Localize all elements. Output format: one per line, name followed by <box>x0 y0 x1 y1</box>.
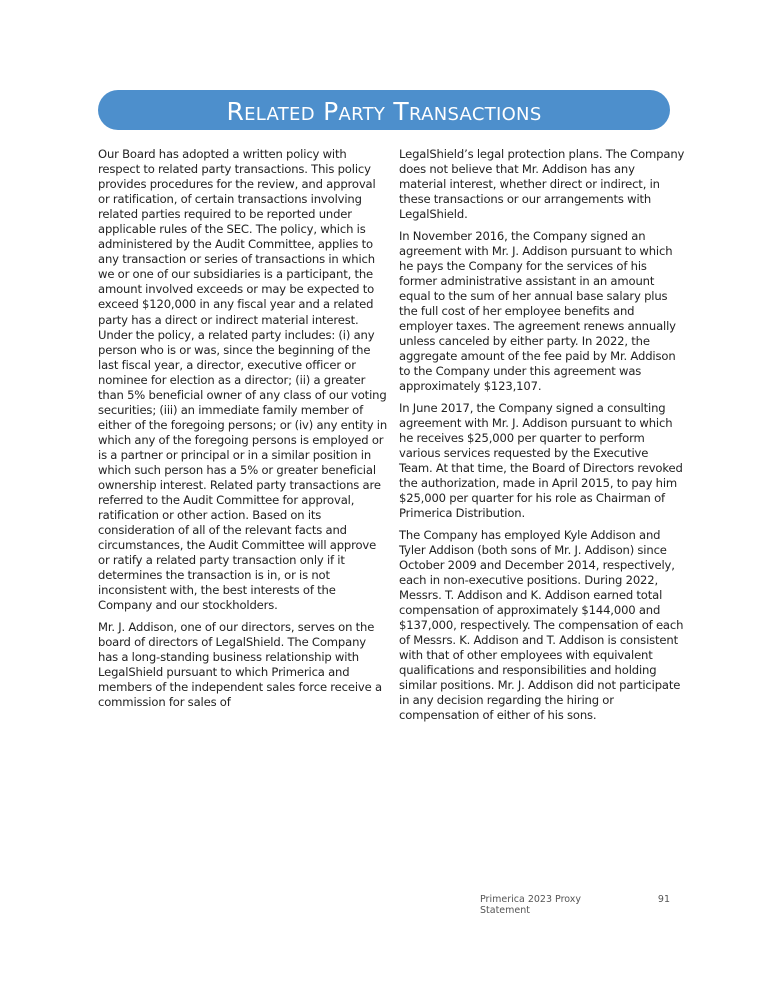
policy-paragraph: Our Board has adopted a written policy with respect to related party transactions. This policy provides procedures for the review, and approval or ratification, of certain transactions involving related parties required to be reported under applicable rules of the SEC. The policy, which is administered by the Audit Committee, applies to any transaction or series of transactions in which we or one of our subsidiaries is a participant, the amount involved exceeds or may be expected to exceed $120,000 in any fiscal year and a related party has a direct or indirect material interest. Under the policy, a related party includes: (i) any person who is or was, since the beginning of the last fiscal year, a director, executive officer or nominee for election as a director; (ii) a greater than 5% beneficial owner of any class of our voting securities; (iii) an immediate family member of either of the foregoing persons; or (iv) any entity in which any of the foregoing persons is employed or is a partner or principal or in a similar position in which such person has a 5% or greater beneficial ownership interest. Related party transactions are referred to the Audit Committee for approval, ratification or other action. Based on its consideration of all of the relevant facts and circumstances, the Audit Committee will approve or ratify a related party transaction only if it determines the transaction is in, or is not inconsistent with, the best interests of the Company and our stockholders. <box>98 147 388 613</box>
page-footer <box>480 894 670 916</box>
left-column <box>98 147 388 717</box>
footer-document-name: Primerica 2023 Proxy Statement <box>480 894 582 916</box>
consulting-agreement-paragraph: In June 2017, the Company signed a consulting agreement with Mr. J. Addison pursuant to which he receives $25,000 per quarter to perform various services requested by the Executive Team. At that time, the Board of Directors revoked the authorization, made in April 2015, to pay him $25,000 per quarter for his role as Chairman of Primerica Distribution. <box>399 400 683 521</box>
legalshield-continued-paragraph: LegalShield’s legal protection plans. The Company does not believe that Mr. Addison has any material interest, whether direct or indirect, in these transactions or our arrangements with LegalShield. <box>399 147 685 222</box>
sons-employment-paragraph: The Company has employed Kyle Addison and Tyler Addison (both sons of Mr. J. Addison) since October 2009 and December 2014, respectively, each in non-executive positions. During 2022, Messrs. T. Addison and K. Addison earned total compensation of approximately $144,000 and $137,000, respectively. The compensation of each of Messrs. K. Addison and T. Addison is consistent with that of other employees with equivalent qualifications and responsibilities and holding similar positions. Mr. J. Addison did not participate in any decision regarding the hiring or compensation of either of his sons. <box>399 527 684 723</box>
section-banner <box>98 90 670 130</box>
right-column <box>399 147 685 730</box>
section-title: Related Party Transactions <box>226 96 542 126</box>
legalshield-paragraph: Mr. J. Addison, one of our directors, serves on the board of directors of LegalShield. The Company has a long-standing business relationship with LegalShield pursuant to which Primerica and members of the independent sales force receive a commission for sales of <box>98 619 382 710</box>
admin-assistant-paragraph: In November 2016, the Company signed an agreement with Mr. J. Addison pursuant to which he pays the Company for the services of his former administrative assistant in an amount equal to the sum of her annual base salary plus the full cost of her employee benefits and employer taxes. The agreement renews annually unless canceled by either party. In 2022, the aggregate amount of the fee paid by Mr. Addison to the Company under this agreement was approximately $123,107. <box>399 228 676 394</box>
page-number: 91 <box>657 894 670 905</box>
